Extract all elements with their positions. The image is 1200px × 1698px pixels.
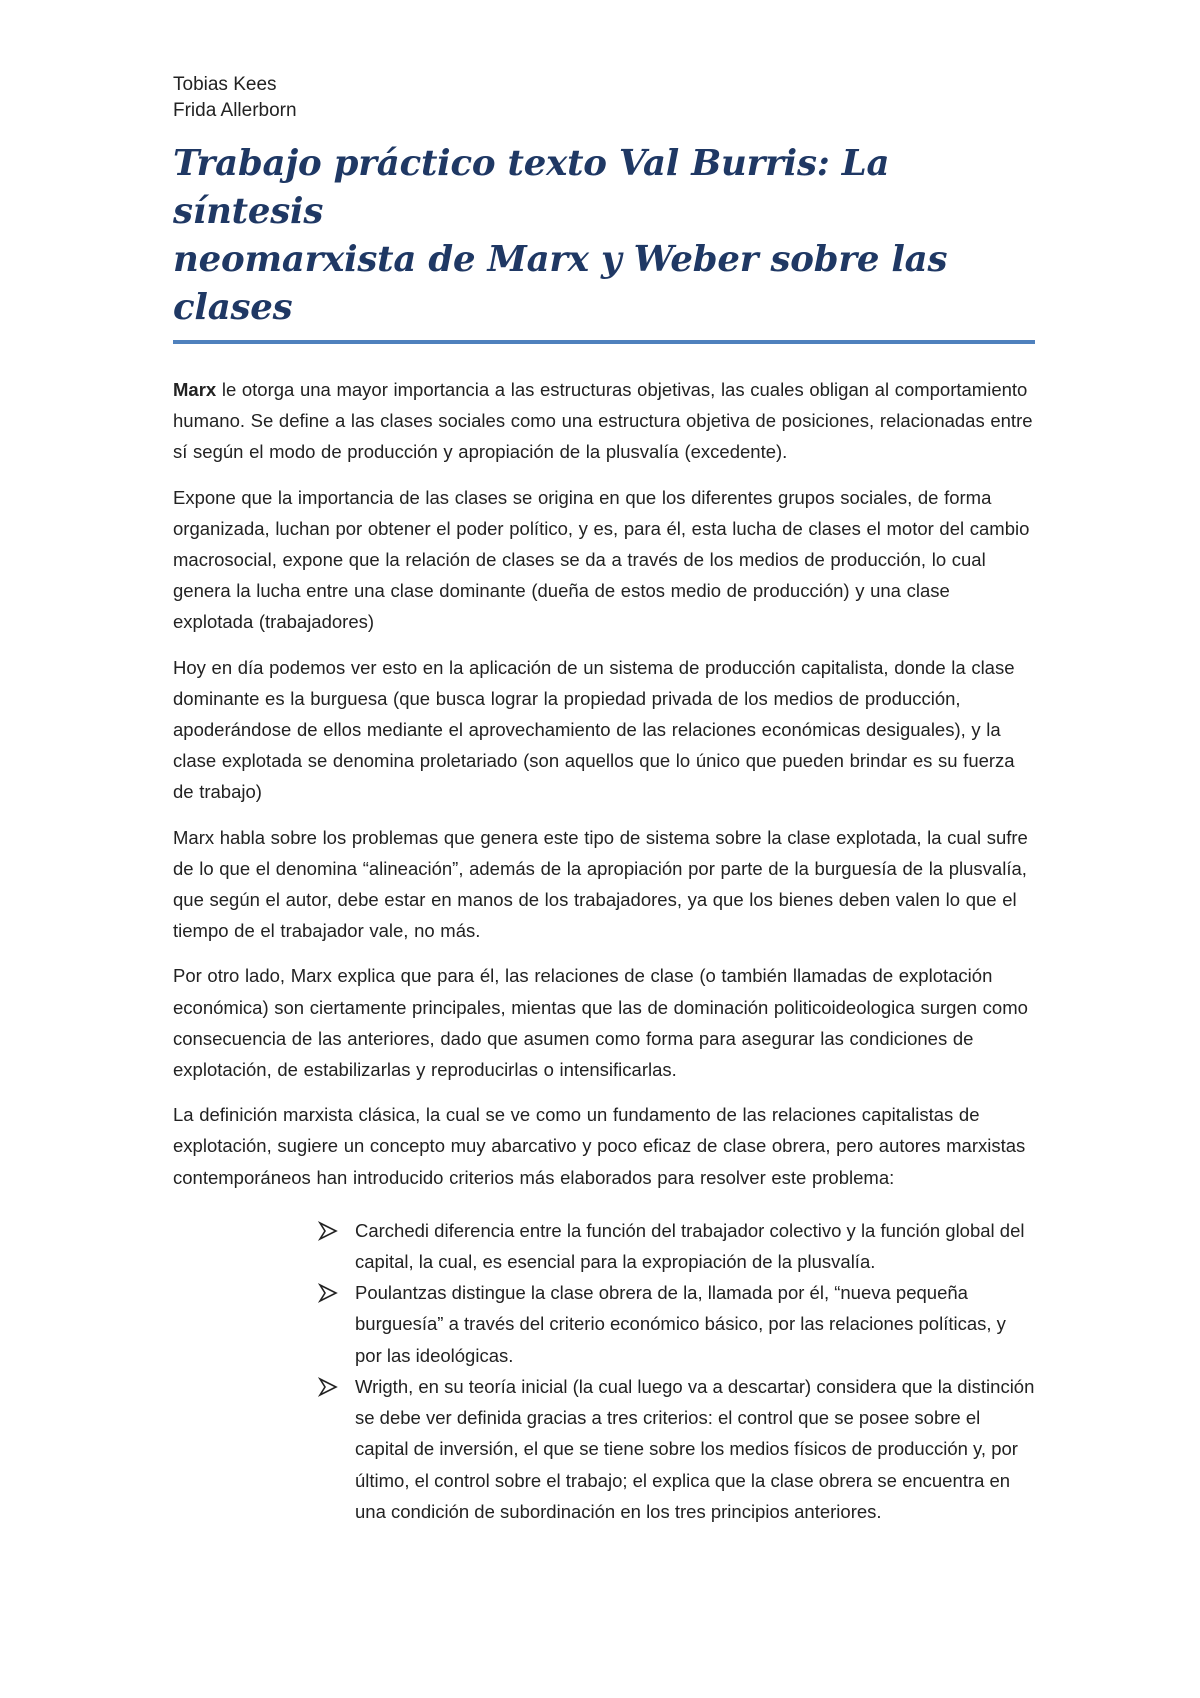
document-content	[173, 72, 1035, 1527]
paragraph	[173, 374, 1035, 468]
author-list	[173, 72, 1035, 124]
paragraph-text: Por otro lado, Marx explica que para él, las relaciones de clase (o también llamadas de explotación económica) son ciertamente principales, mientas que las de dominación politicoideologica surgen como consecuencia de las anteriores, dado que asumen como forma para asegurar las condiciones de explotación, de estabilizarlas y reproducirlas o intensificarlas.	[173, 965, 1028, 1081]
paragraph	[173, 822, 1035, 947]
bullet-item	[318, 1277, 1035, 1371]
paragraph	[173, 652, 1035, 808]
bullet-text: Wrigth, en su teoría inicial (la cual luego va a descartar) considera que la distinción se debe ver definida gracias a tres criterios: el control que se posee sobre el capital de inversión, el que se tiene sobre los medios físicos de producción y, por último, el control sobre el trabajo; el explica que la clase obrera se encuentra en una condición de subordinación en los tres principios anteriores.	[355, 1375, 1035, 1522]
paragraph-text: La definición marxista clásica, la cual se ve como un fundamento de las relaciones capitalistas de explotación, sugiere un concepto muy abarcativo y poco eficaz de clase obrera, pero autores marxistas contemporáneos han introducido criterios más elaborados para resolver este problema:	[173, 1104, 1026, 1188]
arrowhead-bullet-icon	[318, 1221, 338, 1241]
paragraph-text: Hoy en día podemos ver esto en la aplicación de un sistema de producción capitalista, donde la clase dominante es la burguesa (que busca lograr la propiedad privada de los medios de producción, apoderándose de ellos mediante el aprovechamiento de las relaciones económicas desiguales), y la clase explotada se denomina proletariado (son aquellos que lo único que pueden brindar es su fuerza de trabajo)	[173, 656, 1015, 803]
paragraph-text: Expone que la importancia de las clases se origina en que los diferentes grupos sociales, de forma organizada, luchan por obtener el poder político, y es, para él, esta lucha de clases el motor del cambio macrosocial, expone que la relación de clases se da a través de los medios de producción, lo cual genera la lucha entre una clase dominante (dueña de estos medio de producción) y una clase explotada (trabajadores)	[173, 486, 1030, 633]
paragraph	[173, 1099, 1035, 1193]
bullet-text: Poulantzas distingue la clase obrera de la, llamada por él, “nueva pequeña burguesía” a través del criterio económico básico, por las relaciones políticas, y por las ideológicas.	[355, 1282, 1006, 1366]
bullet-item	[318, 1215, 1035, 1277]
paragraph	[173, 960, 1035, 1085]
paragraph-text: Marx habla sobre los problemas que genera este tipo de sistema sobre la clase explotada, la cual sufre de lo que el denomina “alineación”, además de la apropiación por parte de la burguesía de la plusvalía, que según el autor, debe estar en manos de los trabajadores, ya que los bienes deben valen lo que el tiempo de el trabajador vale, no más.	[173, 826, 1028, 942]
paragraph	[173, 482, 1035, 638]
bullet-item	[318, 1371, 1035, 1527]
document-title	[173, 140, 1035, 344]
bullet-list	[173, 1215, 1035, 1527]
title-line: Trabajo práctico texto Val Burris: La síntesis	[173, 143, 890, 232]
arrowhead-bullet-icon	[318, 1377, 338, 1397]
bullet-text: Carchedi diferencia entre la función del trabajador colectivo y la función global del capital, la cual, es esencial para la expropiación de la plusvalía.	[355, 1219, 1025, 1273]
document-body	[173, 374, 1035, 1527]
arrowhead-bullet-icon	[318, 1283, 338, 1303]
author-name: Tobias Kees	[173, 74, 277, 95]
title-line: neomarxista de Marx y Weber sobre las clases	[173, 239, 948, 328]
paragraph-text: le otorga una mayor importancia a las estructuras objetivas, las cuales obligan al comportamiento humano. Se define a las clases sociales como una estructura objetiva de posiciones, relacionadas entre sí según el modo de producción y apropiación de la plusvalía (excedente).	[173, 379, 1033, 463]
author-name: Frida Allerborn	[173, 100, 297, 121]
paragraph-lead: Marx	[173, 379, 217, 400]
